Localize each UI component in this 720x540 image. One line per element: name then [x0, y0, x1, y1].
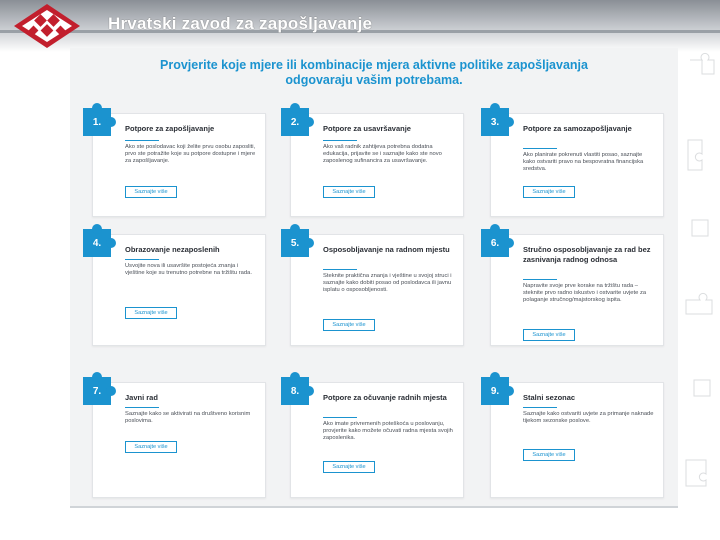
- card-number: 1.: [92, 116, 102, 128]
- card-description: Ako ste poslodavac koji želite prvu osobu zaposliti, prvo ste potražite koje su potpore dostupne i mjere za zapošljavanje.: [125, 144, 256, 165]
- measure-card-4: [92, 234, 266, 346]
- card-title: Stručno osposobljavanje za rad bez zasnivanja radnog odnosa: [523, 245, 651, 264]
- card-number: 9.: [490, 385, 500, 397]
- card-title-rule: [523, 148, 557, 149]
- headline-line-1: Provjerite koje mjere ili kombinacije mjera aktivne politike zapošljavanja: [160, 58, 588, 72]
- learn-more-button[interactable]: Saznajte više: [323, 319, 375, 331]
- card-title-rule: [125, 407, 159, 408]
- learn-more-button[interactable]: Saznajte više: [523, 329, 575, 341]
- learn-more-button[interactable]: Saznajte više: [125, 441, 177, 453]
- panel-bottom-border: [70, 506, 678, 508]
- card-description: Saznajte kako se aktivirati na društveno korisnim poslovima.: [125, 411, 251, 425]
- puzzle-pattern-icon: [680, 40, 720, 540]
- measure-card-6: [490, 234, 664, 346]
- measure-card-7: [92, 382, 266, 498]
- puzzle-number-badge: [83, 108, 111, 136]
- card-description: Steknite praktična znanja i vještine u svojoj struci i saznajte kako dobiti posao od poslodavca ili javnu isplatu o osposobljenosti.: [323, 273, 452, 294]
- card-number: 7.: [92, 385, 102, 397]
- card-description: Ako planirate pokrenuti vlastiti posao, saznajte kako ostvariti pravo na bespovratna financijska sredstva.: [523, 152, 644, 173]
- puzzle-number-badge: [281, 377, 309, 405]
- card-title-rule: [323, 417, 357, 418]
- card-number: 6.: [490, 237, 500, 249]
- card-title: Potpore za usavršavanje: [323, 124, 411, 133]
- learn-more-button[interactable]: Saznajte više: [125, 307, 177, 319]
- measure-card-9: [490, 382, 664, 498]
- card-title-rule: [523, 407, 557, 408]
- card-title: Potpore za samozapošljavanje: [523, 124, 632, 133]
- puzzle-number-badge: [281, 229, 309, 257]
- card-number: 3.: [490, 116, 500, 128]
- headline-line-2: odgovaraju vašim potrebama.: [285, 73, 463, 87]
- learn-more-button[interactable]: Saznajte više: [323, 461, 375, 473]
- card-title: Potpore za očuvanje radnih mjesta: [323, 393, 447, 402]
- hzz-logo-icon: [12, 2, 82, 50]
- puzzle-number-badge: [481, 377, 509, 405]
- measure-card-5: [290, 234, 464, 346]
- puzzle-number-badge: [481, 108, 509, 136]
- puzzle-number-badge: [481, 229, 509, 257]
- card-number: 5.: [290, 237, 300, 249]
- card-description: Saznajte kako ostvariti uvjete za primanje naknade tijekom sezonske poslove.: [523, 411, 654, 425]
- learn-more-button[interactable]: Saznajte više: [323, 186, 375, 198]
- measure-card-3: [490, 113, 664, 217]
- puzzle-number-badge: [281, 108, 309, 136]
- card-number: 8.: [290, 385, 300, 397]
- card-title: Obrazovanje nezaposlenih: [125, 245, 220, 254]
- card-title: Javni rad: [125, 393, 158, 402]
- card-title-rule: [323, 140, 357, 141]
- card-title-rule: [523, 279, 557, 280]
- panel-headline: [70, 58, 678, 88]
- measure-card-2: [290, 113, 464, 217]
- card-title: Potpore za zapošljavanje: [125, 124, 215, 133]
- card-number: 2.: [290, 116, 300, 128]
- puzzle-number-badge: [83, 229, 111, 257]
- card-number: 4.: [92, 237, 102, 249]
- measure-card-8: [290, 382, 464, 498]
- card-title: Osposobljavanje na radnom mjestu: [323, 245, 450, 254]
- measure-card-1: [92, 113, 266, 217]
- card-description: Ako imate privremenih poteškoća u poslovanju, provjerite kako možete očuvati radna mjesta svojih zaposlenika.: [323, 421, 453, 442]
- card-title-rule: [125, 259, 159, 260]
- card-title: Stalni sezonac: [523, 393, 576, 402]
- page-title: Hrvatski zavod za zapošljavanje: [108, 14, 373, 33]
- card-description: Napravite svoje prve korake na tržištu rada – steknite prvo radno iskustvo i ostvarite uvjete za polaganje stručnog/majstorskog ispita.: [523, 283, 647, 304]
- card-description: Ako vaš radnik zahtijeva potrebna dodatna edukacija, prijavite se i saznajte kako ste novo zaposlenog sufinancira za usavršavanje.: [323, 144, 442, 165]
- learn-more-button[interactable]: Saznajte više: [523, 186, 575, 198]
- learn-more-button[interactable]: Saznajte više: [125, 186, 177, 198]
- measures-panel: [70, 48, 678, 508]
- card-description: Usvojite nova ili usavršite postojeća znanja i vještine koje su trenutno potrebne na tržištu rada.: [125, 263, 252, 277]
- card-title-rule: [125, 140, 159, 141]
- card-title-rule: [323, 269, 357, 270]
- puzzle-number-badge: [83, 377, 111, 405]
- learn-more-button[interactable]: Saznajte više: [523, 449, 575, 461]
